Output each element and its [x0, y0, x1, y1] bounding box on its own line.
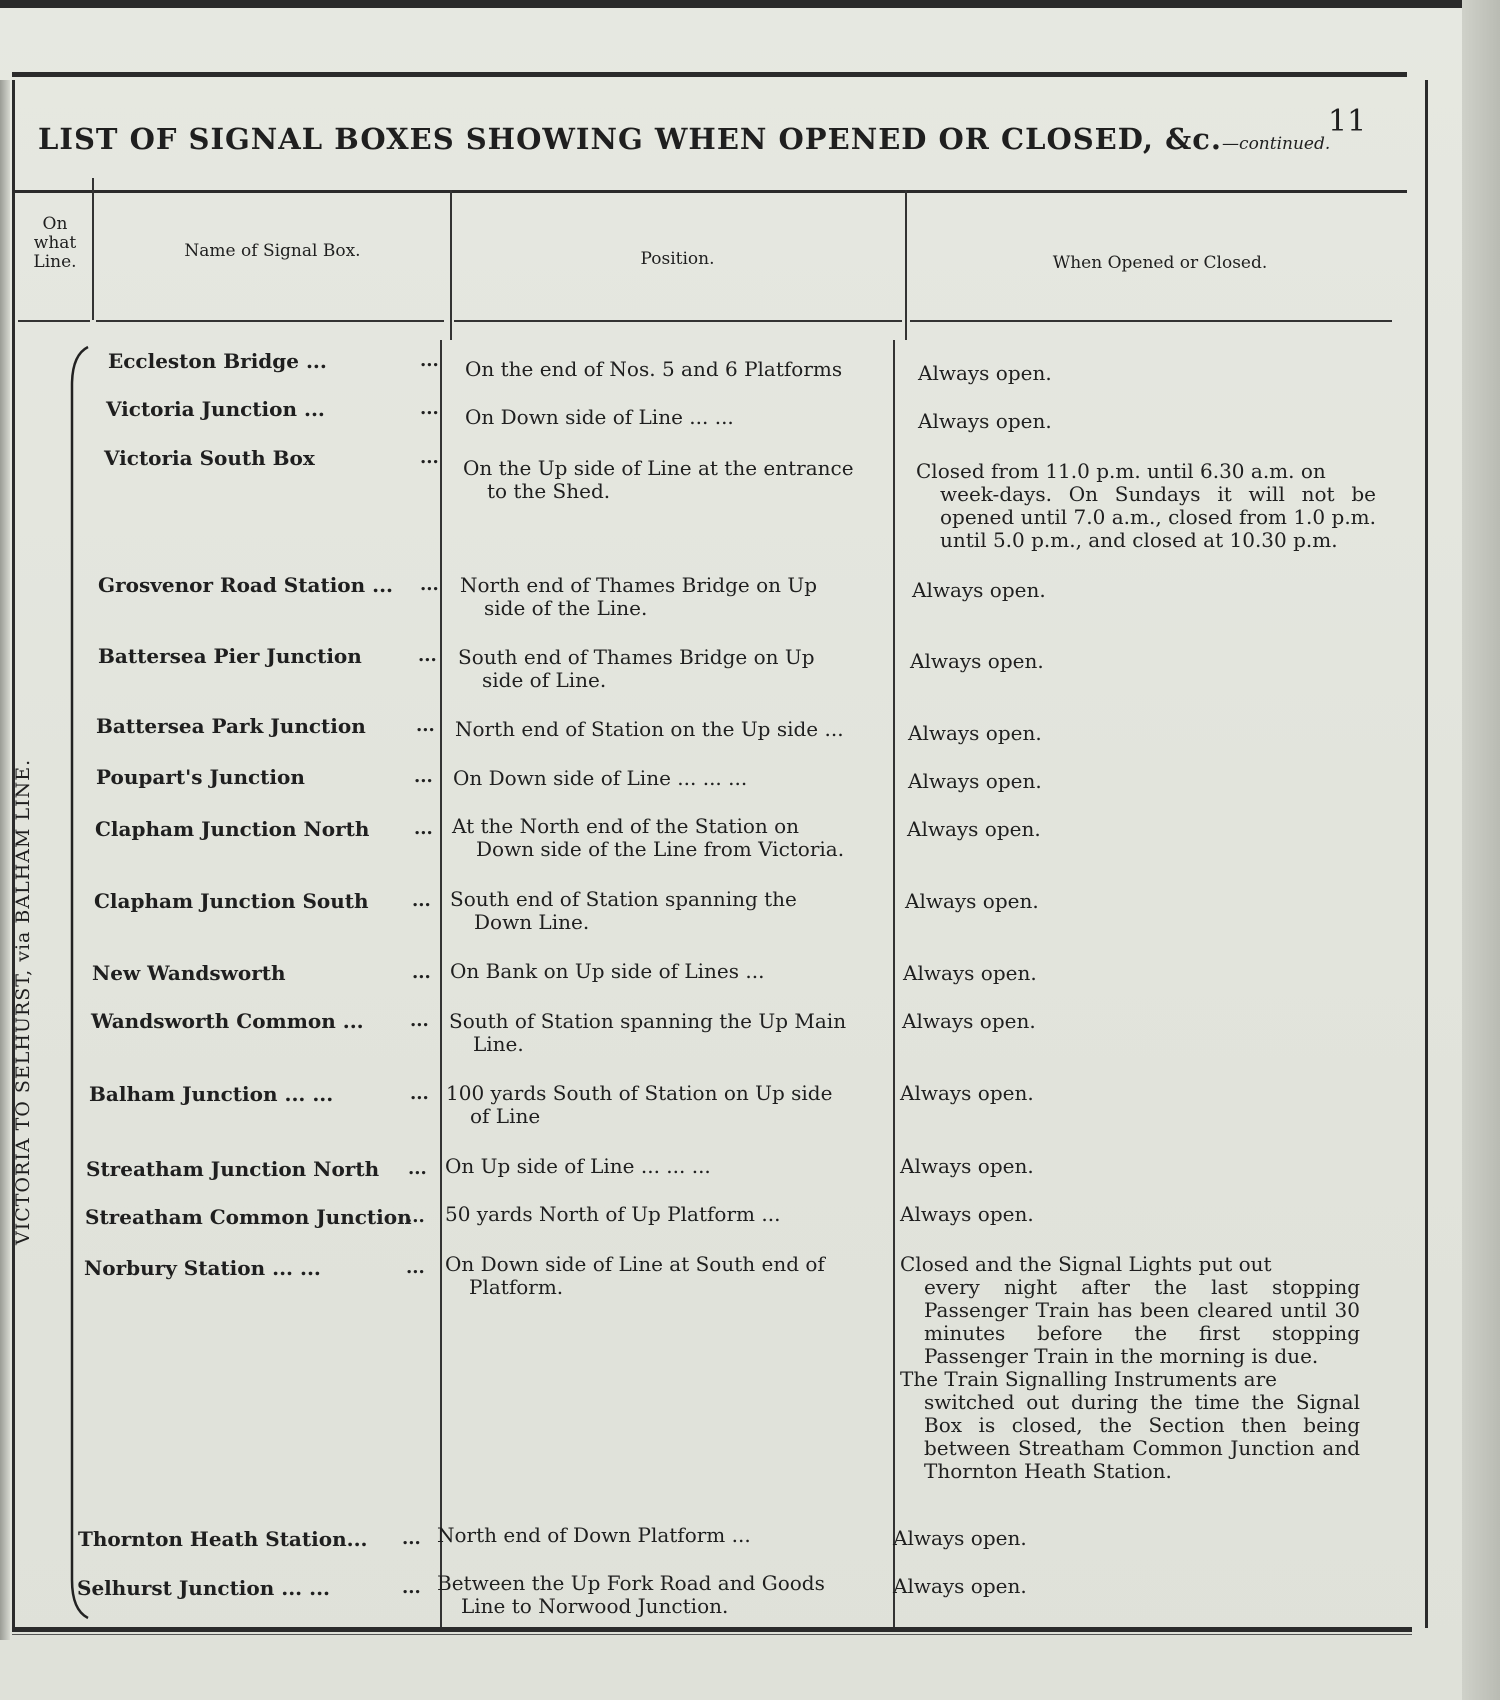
row-4-position-cont: side of the Line. — [484, 596, 648, 620]
row-16-name: Thornton Heath Station... — [78, 1527, 368, 1551]
row-15-when-cont: every night after the last stopping Passenger Train has been cleared until 30 minutes before the first stopping Passenger Train in the morning is due. — [924, 1275, 1360, 1368]
row-15-leader: ... — [406, 1257, 425, 1278]
row-6-leader: ... — [416, 715, 435, 736]
row-11-when: Always open. — [902, 1009, 1036, 1033]
row-5-name: Battersea Pier Junction — [98, 644, 362, 668]
bottom-rule-thin — [12, 1634, 1412, 1635]
header-position: Position. — [640, 249, 715, 269]
row-1-position: On the end of Nos. 5 and 6 Platforms — [465, 357, 843, 381]
row-16-when: Always open. — [893, 1526, 1027, 1550]
row-2-when: Always open. — [918, 409, 1052, 433]
row-1-name: Eccleston Bridge ... — [108, 349, 327, 373]
header-when: When Opened or Closed. — [1052, 253, 1268, 273]
right-edge — [1462, 0, 1500, 1700]
row-5-position — [458, 646, 883, 692]
row-1-leader: ... — [420, 350, 439, 371]
row-5-position-cont: side of Line. — [482, 668, 607, 692]
row-2-position: On Down side of Line ... ... — [465, 405, 734, 429]
row-10-leader: ... — [412, 962, 431, 983]
row-15-when-line1: Closed and the Signal Lights put out — [900, 1252, 1272, 1276]
row-11-position-cont: Line. — [473, 1032, 524, 1056]
row-4-position-line1: North end of Thames Bridge on Up — [460, 573, 818, 597]
row-1-when: Always open. — [918, 361, 1052, 385]
row-15-when2-line1: The Train Signalling Instruments are — [900, 1367, 1277, 1391]
row-10-when: Always open. — [903, 961, 1037, 985]
row-11-position — [449, 1010, 879, 1056]
row-14-leader: ... — [406, 1206, 425, 1227]
row-9-position-cont: Down Line. — [474, 910, 590, 934]
row-2-name: Victoria Junction ... — [106, 397, 325, 421]
row-7-leader: ... — [414, 766, 433, 787]
row-9-leader: ... — [412, 890, 431, 911]
row-3-name: Victoria South Box — [104, 446, 315, 470]
row-15-position-cont: Platform. — [469, 1275, 564, 1299]
row-10-name: New Wandsworth — [92, 961, 286, 985]
header-name: Name of Signal Box. — [184, 241, 361, 261]
divider-position-when — [893, 340, 895, 1630]
row-3-when-line1: Closed from 11.0 p.m. until 6.30 a.m. on — [916, 459, 1326, 483]
row-14-position: 50 yards North of Up Platform ... — [445, 1202, 781, 1226]
row-7-position: On Down side of Line ... ... ... — [453, 766, 748, 790]
row-5-when: Always open. — [910, 649, 1044, 673]
row-8-leader: ... — [414, 818, 433, 839]
row-17-position — [437, 1572, 867, 1618]
row-14-name: Streatham Common Junction — [85, 1205, 412, 1229]
row-13-position: On Up side of Line ... ... ... — [445, 1154, 711, 1178]
top-rule — [12, 72, 1407, 77]
row-2-leader: ... — [420, 398, 439, 419]
row-12-position-cont: of Line — [470, 1104, 541, 1128]
row-7-when: Always open. — [908, 769, 1042, 793]
row-12-when: Always open. — [900, 1081, 1034, 1105]
row-3-leader: ... — [420, 447, 439, 468]
row-5-leader: ... — [418, 645, 437, 666]
row-9-position — [450, 888, 880, 934]
row-3-position — [463, 457, 888, 503]
row-4-position — [460, 574, 885, 620]
bottom-rule — [12, 1627, 1412, 1632]
row-15-when2-cont: switched out during the time the Signal Box is closed, the Section then being between Streatham Common Junction and Thornton Heath Station. — [924, 1390, 1360, 1483]
row-3-when-cont: week-days. On Sundays it will not be opened until 7.0 a.m., closed from 1.0 p.m. until 5.0 p.m., and closed at 10.30 p.m. — [940, 482, 1376, 552]
row-8-when: Always open. — [907, 817, 1041, 841]
row-8-position-cont: Down side of the Line from Victoria. — [476, 837, 845, 861]
row-3-position-cont: to the Shed. — [487, 479, 611, 503]
row-8-position-line1: At the North end of the Station on — [452, 814, 800, 838]
row-15-position — [445, 1253, 875, 1299]
header-underline-line — [18, 320, 90, 322]
row-17-when: Always open. — [893, 1574, 1027, 1598]
row-12-leader: ... — [410, 1083, 429, 1104]
row-3-when — [916, 460, 1376, 552]
row-11-name: Wandsworth Common ... — [91, 1009, 364, 1033]
row-8-position — [452, 815, 882, 861]
row-16-position: North end of Down Platform ... — [437, 1523, 751, 1547]
row-9-name: Clapham Junction South — [94, 889, 369, 913]
title-continued: —continued. — [1222, 134, 1331, 154]
row-10-position: On Bank on Up side of Lines ... — [450, 959, 765, 983]
row-9-position-line1: South end of Station spanning the — [450, 887, 797, 911]
divider-position-when-top — [905, 190, 907, 340]
row-4-name: Grosvenor Road Station ... — [98, 573, 394, 597]
row-8-name: Clapham Junction North — [95, 817, 370, 841]
row-12-position — [446, 1082, 876, 1128]
row-17-position-line1: Between the Up Fork Road and Goods — [437, 1571, 825, 1595]
row-6-position: North end of Station on the Up side ... — [455, 717, 844, 741]
line-bracket — [64, 345, 94, 1620]
divider-line-name — [92, 178, 94, 320]
row-16-leader: ... — [402, 1528, 421, 1549]
row-17-leader: ... — [402, 1577, 421, 1598]
row-15-name: Norbury Station ... ... — [84, 1256, 321, 1280]
row-7-name: Poupart's Junction — [96, 765, 305, 789]
row-13-leader: ... — [408, 1158, 427, 1179]
row-9-when: Always open. — [905, 889, 1039, 913]
row-3-position-line1: On the Up side of Line at the entrance — [463, 456, 854, 480]
row-4-leader: ... — [420, 574, 439, 595]
row-13-when: Always open. — [900, 1154, 1034, 1178]
page-number: 11 — [1328, 104, 1367, 139]
row-13-name: Streatham Junction North — [86, 1157, 380, 1181]
header-underline-name — [96, 320, 444, 322]
title-text: LIST OF SIGNAL BOXES SHOWING WHEN OPENED OR CLOSED, &c. — [38, 122, 1223, 156]
header-underline-position — [454, 320, 902, 322]
header-rule — [12, 190, 1407, 193]
row-12-name: Balham Junction ... ... — [89, 1082, 334, 1106]
header-line: On what Line. — [33, 214, 77, 272]
row-6-name: Battersea Park Junction — [96, 714, 366, 738]
line-label: VICTORIA TO SELHURST, via BALHAM LINE. — [12, 758, 34, 1245]
header-underline-when — [910, 320, 1392, 322]
row-14-when: Always open. — [900, 1202, 1034, 1226]
divider-name-position-top — [450, 190, 452, 340]
row-11-position-line1: South of Station spanning the Up Main — [449, 1009, 847, 1033]
row-5-position-line1: South end of Thames Bridge on Up — [458, 645, 815, 669]
page-title — [38, 122, 1398, 156]
row-15-position-line1: On Down side of Line at South end of — [445, 1252, 825, 1276]
row-17-position-cont: Line to Norwood Junction. — [461, 1594, 729, 1618]
row-4-when: Always open. — [912, 578, 1046, 602]
row-11-leader: ... — [410, 1010, 429, 1031]
row-17-name: Selhurst Junction ... ... — [77, 1576, 330, 1600]
row-12-position-line1: 100 yards South of Station on Up side — [446, 1081, 833, 1105]
row-15-when — [900, 1253, 1360, 1483]
left-edge — [0, 80, 10, 1640]
top-edge — [0, 0, 1500, 8]
divider-name-position — [440, 340, 442, 1630]
row-6-when: Always open. — [908, 721, 1042, 745]
